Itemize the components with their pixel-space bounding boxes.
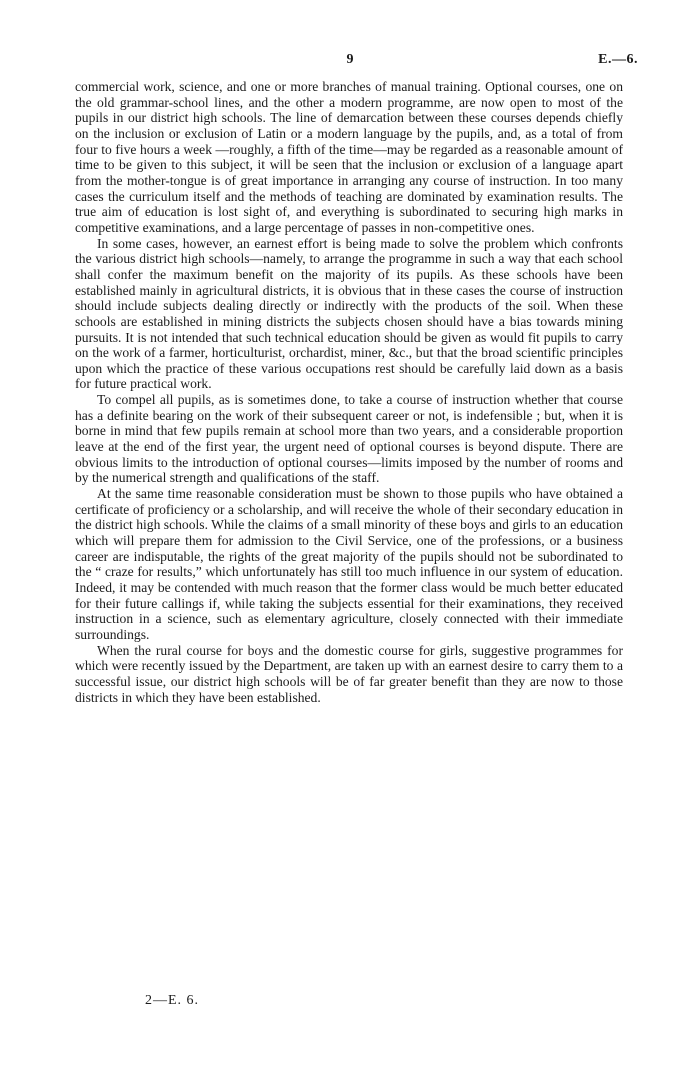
paragraph-3: To compel all pupils, as is sometimes done, to take a course of instruction whether that course has a definite bearing on the work of their subsequent career or not, is indefensible ; but, when it is borne in mind that few pupils remain at school more than two years, and a considerable proportion leave at the end of the first year, the urgent need of optional courses is beyond dispute. There are obvious limits to the introduction of optional courses—limits imposed by the number of rooms and by the numerical strength and qualifications of the staff. [75,392,623,486]
paragraph-2: In some cases, however, an earnest effort is being made to solve the problem which confronts the various district high schools—namely, to arrange the programme in such a way that each school shall confer the maximum benefit on the majority of its pupils. As these schools have been established mainly in agricultural districts, it is obvious that in these cases the course of instruction should include subjects dealing directly or indirectly with the products of the soil. When these schools are established in mining districts the subjects chosen should have a bias towards mining pursuits. It is not intended that such technical education should be given as would fit pupils to carry on the work of a farmer, horticulturist, orchardist, miner, &c., but that the broad scientific principles upon which the practice of these various occupations rest should be carefully laid down as a basis for future practical work. [75,235,623,392]
printer-signature: 2—E. 6. [145,993,200,1008]
paragraph-4: At the same time reasonable consideration must be shown to those pupils who have obtained a certificate of proficiency or a scholarship, and will receive the whole of their secondary education in the district high schools. While the claims of a small minority of these boys and girls to an education which will prepare them for admission to the Civil Service, one of the professions, or a business career are indisputable, the rights of the great majority of the pupils should not be subordinated to the “ craze for results,” which unfortunately has still too much influence in our system of education. Indeed, it may be contended with much reason that the former class would be much better educated for their future callings if, while taking the subjects essential for their examinations, they received instruction in a science, such as elementary agriculture, closely connected with their immediate surroundings. [75,486,623,642]
paragraph-5: When the rural course for boys and the domestic course for girls, suggestive programmes for which were recently issued by the Department, are taken up with an earnest desire to carry them to a successful issue, our district high schools will be of far greater benefit than they are now to those districts in which they have been established. [75,642,623,705]
document-reference: E.—6. [598,52,638,67]
body-text [75,79,623,705]
paragraph-1: commercial work, science, and one or more branches of manual training. Optional courses, one on the old grammar-school lines, and the other a modern programme, are now open to most of the pupils in our district high schools. The line of demarcation between these courses depends chiefly on the inclusion or exclusion of Latin or a modern language by the pupils, and, as a total of from four to five hours a week —roughly, a fifth of the time—may be regarded as a reasonable amount of time to be given to this subject, it will be seen that the inclusion or exclusion of a language apart from the mother-tongue is of great importance in arranging any course of instruction. In too many cases the curriculum itself and the methods of teaching are dominated by examination results. The true aim of education is lost sight of, and everything is subordinated to securing high marks in competitive examinations, and a large percentage of passes in non-competitive ones. [75,79,623,235]
page-number: 9 [346,52,354,67]
